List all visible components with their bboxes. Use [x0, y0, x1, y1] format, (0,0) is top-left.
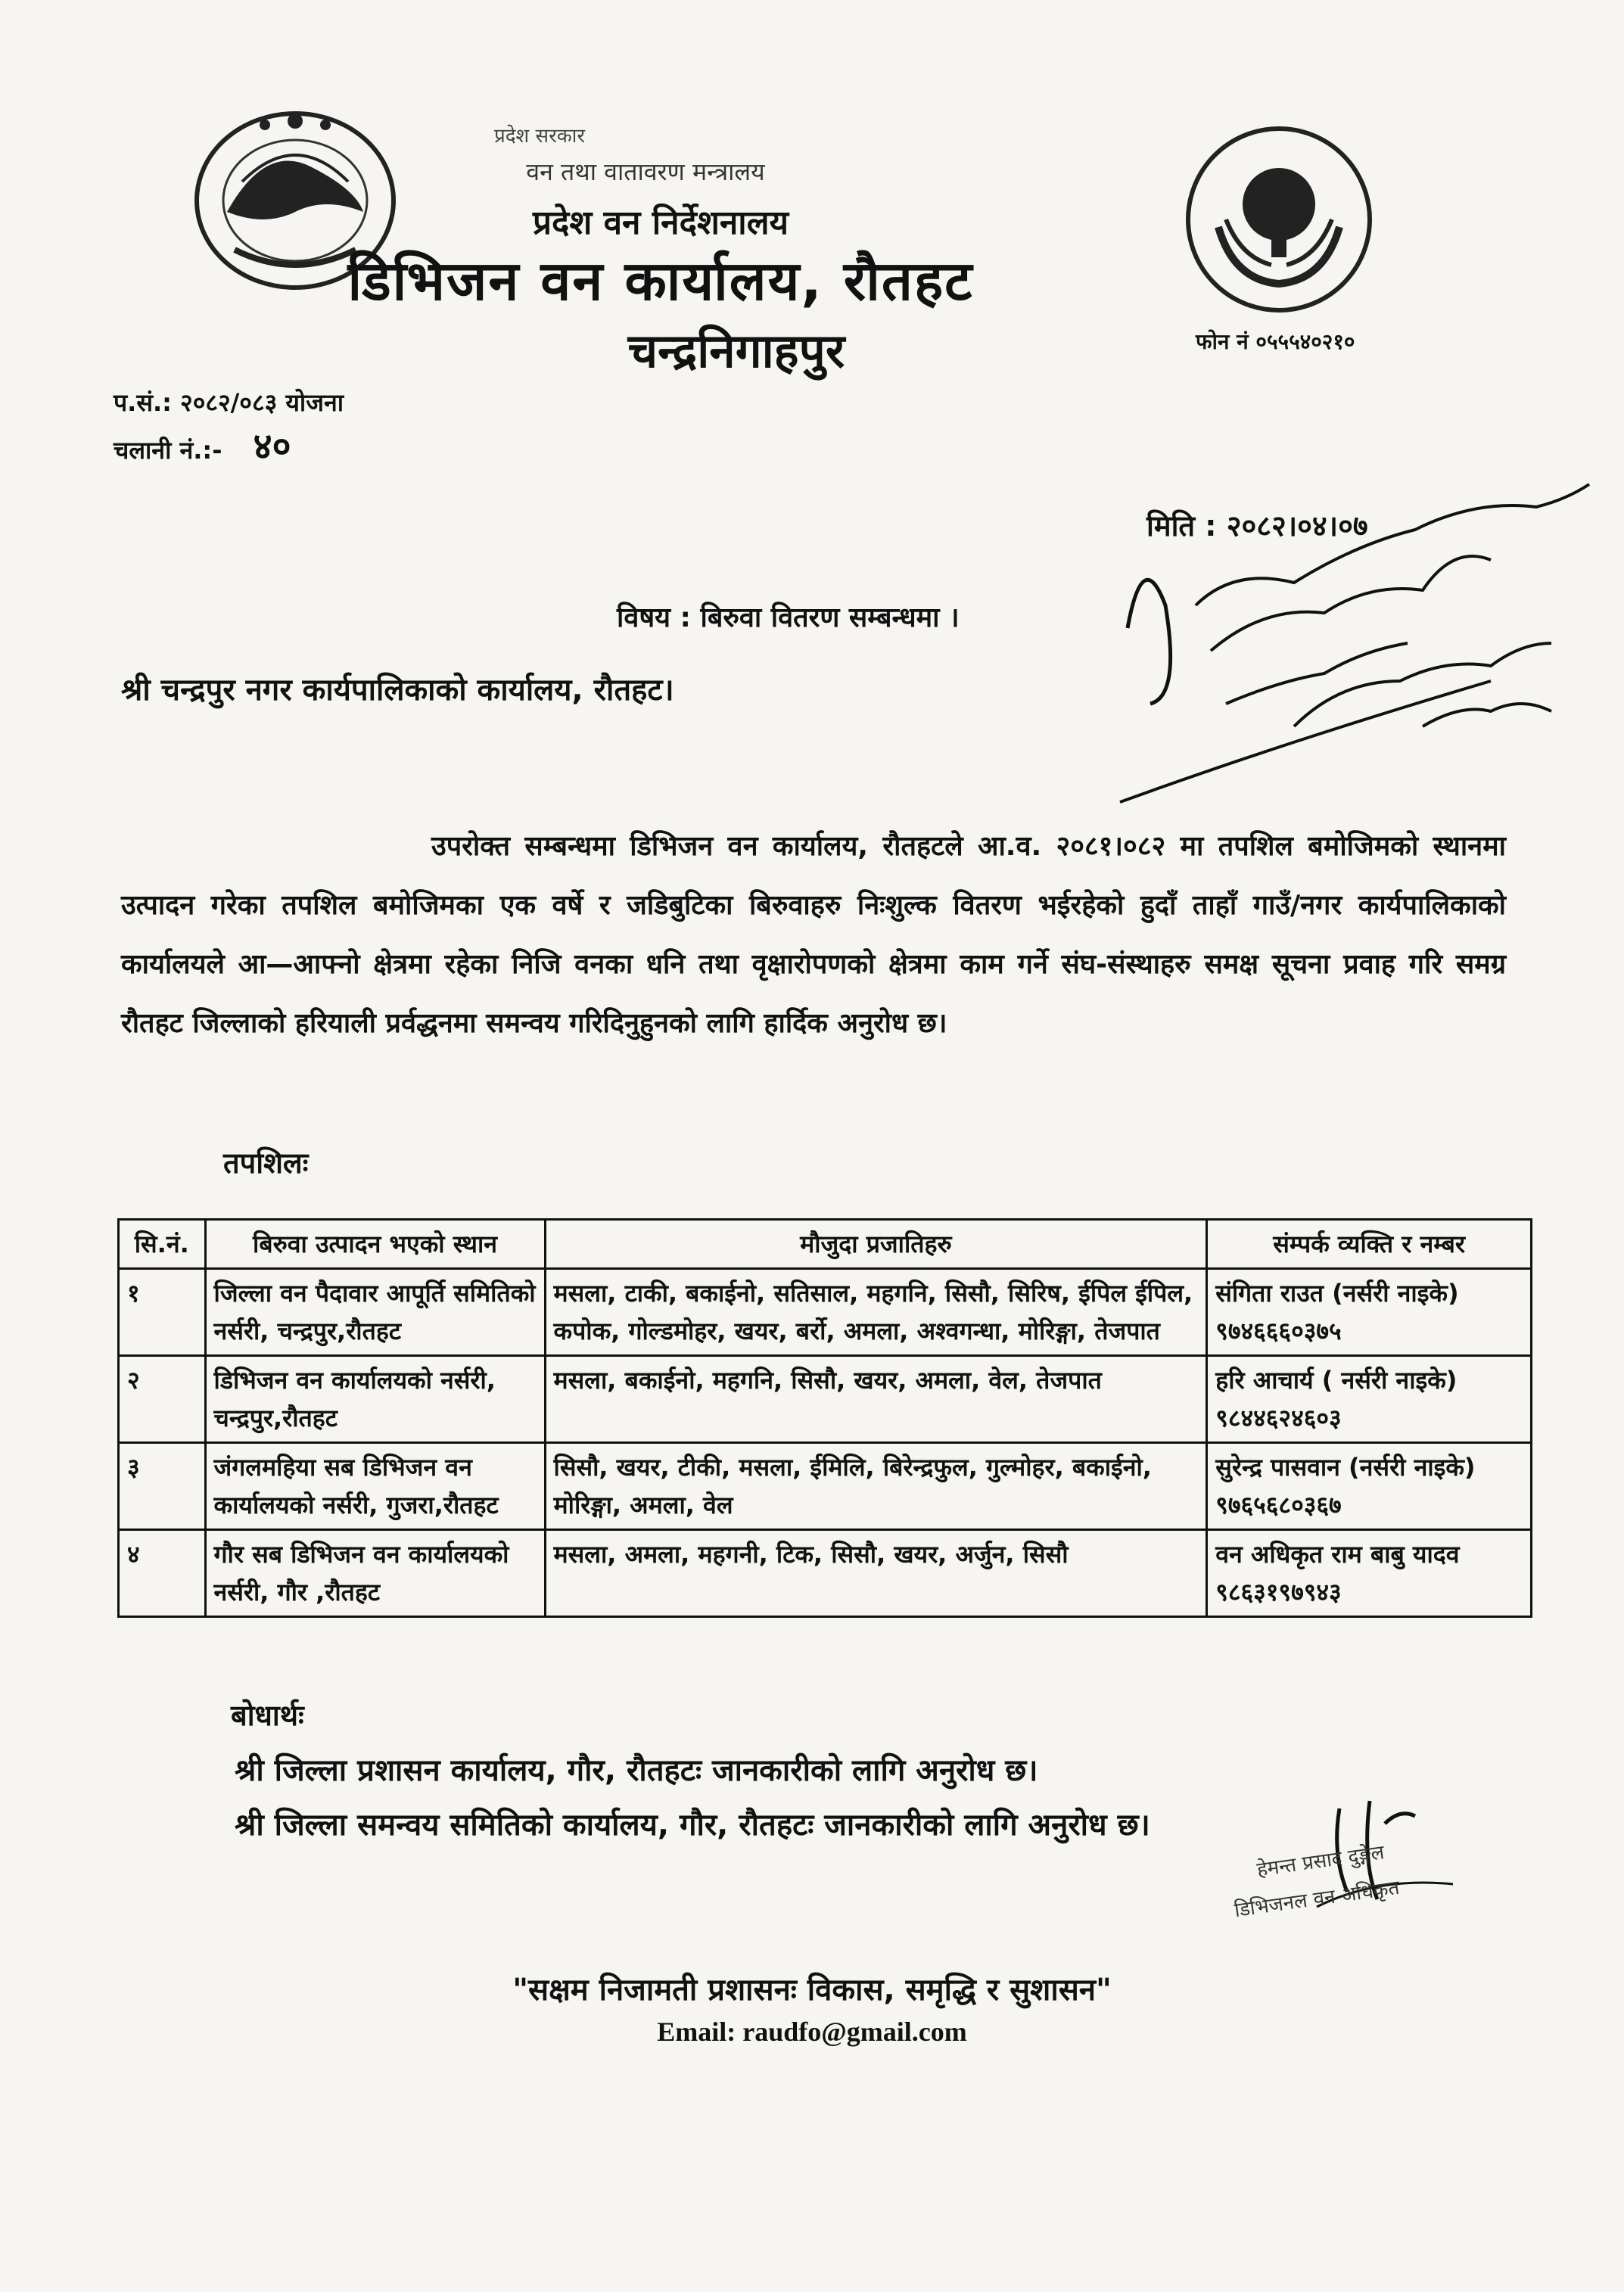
- contact-cell: [1207, 1443, 1532, 1530]
- letter-body: उपरोक्त सम्बन्धमा डिभिजन वन कार्यालय, रौतहटले आ.व. २०८१।०८२ मा तपशिल बमोजिमको स्थानमा उत्पादन गरेका तपशिल बमोजिमका एक वर्षे र जडिबुटिका बिरुवाहरु निःशुल्क वितरण भईरहेको हुदाँ ताहाँ गाउँ/नगर कार्यपालिकाको कार्यालयले आ—आफ्नो क्षेत्रमा रहेका निजि वनका धनि तथा वृक्षारोपणको क्षेत्रमा काम गर्ने संघ-संस्थाहरु समक्ष सूचना प्रवाह गरि समग्र रौतहट जिल्लाको हरियाली प्रर्वद्धनमा समन्वय गरिदिनुहुनको लागि हार्दिक अनुरोध छ।: [121, 831, 1506, 1039]
- table-row: [119, 1443, 1532, 1530]
- species-cell: मसला, बकाईनो, महगनि, सिसौ, खयर, अमला, वेल, तेजपात: [545, 1356, 1207, 1443]
- header-ministry: वन तथा वातावरण मन्त्रालय: [526, 157, 765, 186]
- column-header-species: मौजुदा प्रजातिहरु: [545, 1220, 1207, 1269]
- signatory-title: डिभिजनल वन अधिकृत: [1233, 1876, 1402, 1923]
- table-row: [119, 1356, 1532, 1443]
- table-row: [119, 1530, 1532, 1617]
- dispatch-number-label: चलानी नं.:-: [114, 436, 222, 465]
- contact-cell: [1207, 1269, 1532, 1356]
- header-directorate: प्रदेश वन निर्देशनालय: [532, 204, 789, 242]
- column-header-place: बिरुवा उत्पादन भएको स्थान: [205, 1220, 545, 1269]
- forest-office-logo-icon: [1181, 121, 1377, 318]
- cc-line-district-admin: श्री जिल्ला प्रशासन कार्यालय, गौर, रौतहटः जानकारीको लागि अनुरोध छ।: [235, 1753, 1038, 1788]
- species-cell: मसला, अमला, महगनी, टिक, सिसौ, खयर, अर्जुन, सिसौ: [545, 1530, 1207, 1617]
- letter-date: मिति : २०८२।०४।०७: [1146, 509, 1368, 543]
- table-row: [119, 1269, 1532, 1356]
- handwritten-note: [1097, 454, 1612, 878]
- header-place: चन्द्रनिगाहपुर: [627, 323, 845, 378]
- letter-subject: विषय : बिरुवा वितरण सम्बन्धमा ।: [617, 602, 960, 633]
- header-office: डिभिजन वन कार्यालय, रौतहट: [347, 249, 974, 313]
- signatory-name: हेमन्त प्रसाद दुङ्गेल: [1255, 1841, 1386, 1882]
- place-cell: डिभिजन वन कार्यालयको नर्सरी, चन्द्रपुर,रौतहट: [205, 1356, 545, 1443]
- contact-number: ९७४६६६०३७५: [1215, 1317, 1342, 1345]
- contact-number: ९८६३१९७९४३: [1215, 1578, 1342, 1606]
- contact-number: ९७६५६८०३६७: [1215, 1491, 1342, 1519]
- dispatch-number-row: [114, 421, 291, 470]
- contact-number: ९८४४६२४६०३: [1215, 1404, 1342, 1432]
- place-cell: गौर सब डिभिजन वन कार्यालयको नर्सरी, गौर ,रौतहट: [205, 1530, 545, 1617]
- office-phone: फोन नं ०५५५४०२१०: [1196, 329, 1355, 354]
- place-cell: जंगलमहिया सब डिभिजन वन कार्यालयको नर्सरी, गुजरा,रौतहट: [205, 1443, 545, 1530]
- cc-label: बोधार्थः: [231, 1699, 304, 1732]
- footer-email: Email: raudfo@gmail.com: [657, 2017, 967, 2047]
- contact-cell: [1207, 1530, 1532, 1617]
- serial-cell: ४: [119, 1530, 206, 1617]
- contact-cell: [1207, 1356, 1532, 1443]
- header-province: प्रदेश सरकार: [493, 125, 586, 148]
- table-header-row: [119, 1220, 1532, 1269]
- serial-cell: १: [119, 1269, 206, 1356]
- reference-number: प.सं.: २०८२/०८३ योजना: [114, 388, 344, 417]
- dispatch-number: ४०: [253, 425, 291, 468]
- cc-line-district-coordination: श्री जिल्ला समन्वय समितिको कार्यालय, गौर, रौतहटः जानकारीको लागि अनुरोध छ।: [235, 1808, 1150, 1843]
- annex-label: तपशिलः: [223, 1146, 309, 1180]
- contact-name: हरि आचार्य ( नर्सरी नाइके): [1215, 1366, 1458, 1395]
- column-header-contact: संम्पर्क व्यक्ति र नम्बर: [1207, 1220, 1532, 1269]
- nursery-table: [117, 1218, 1532, 1618]
- letter-addressee: श्री चन्द्रपुर नगर कार्यपालिकाको कार्यालय, रौतहट।: [121, 673, 674, 708]
- contact-name: सुरेन्द्र पासवान (नर्सरी नाइके): [1215, 1453, 1476, 1482]
- serial-cell: ३: [119, 1443, 206, 1530]
- species-cell: मसला, टाकी, बकाईनो, सतिसाल, महगनि, सिसौ, सिरिष, ईपिल ईपिल, कपोक, गोल्डमोहर, खयर, बर्रो, अमला, अश्वगन्धा, मोरिङ्गा, तेजपात: [545, 1269, 1207, 1356]
- contact-name: वन अधिकृत राम बाबु यादव: [1215, 1540, 1460, 1569]
- column-header-serial: सि.नं.: [119, 1220, 206, 1269]
- serial-cell: २: [119, 1356, 206, 1443]
- place-cell: जिल्ला वन पैदावार आपूर्ति समितिको नर्सरी, चन्द्रपुर,रौतहट: [205, 1269, 545, 1356]
- contact-name: संगिता राउत (नर्सरी नाइके): [1215, 1279, 1459, 1308]
- footer-motto: "सक्षम निजामती प्रशासनः विकास, समृद्धि र सुशासन": [512, 1973, 1112, 2007]
- species-cell: सिसौ, खयर, टीकी, मसला, ईमिलि, बिरेन्द्रफुल, गुल्मोहर, बकाईनो, मोरिङ्गा, अमला, वेल: [545, 1443, 1207, 1530]
